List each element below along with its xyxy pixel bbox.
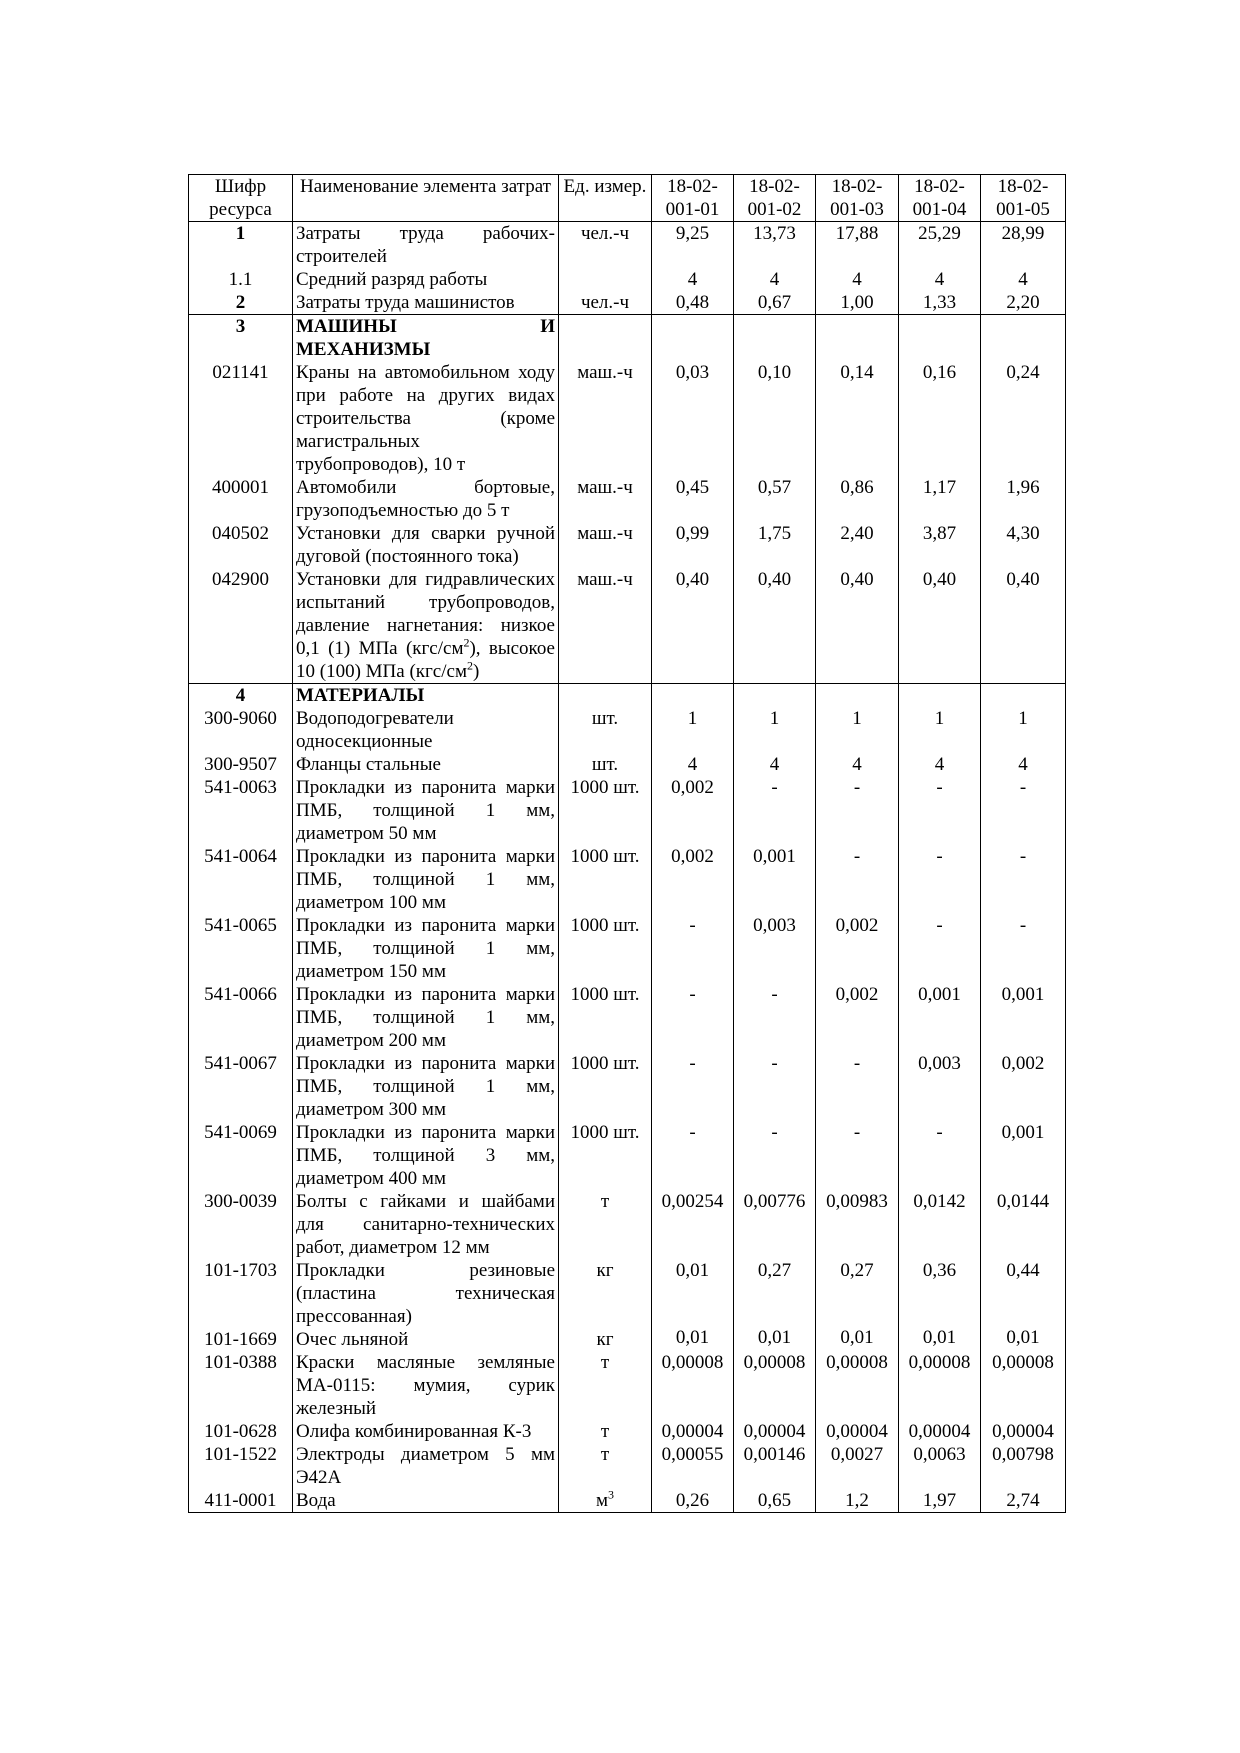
table-row: [189, 291, 1066, 315]
resource-name: Электроды диаметром 5 мм Э42А: [293, 1443, 559, 1489]
norm-value: 0,26: [652, 1489, 734, 1513]
norm-value: 4: [816, 753, 899, 776]
norm-value: 0,00254: [652, 1190, 734, 1259]
resource-code: 541-0069: [189, 1121, 293, 1190]
resource-unit: т: [559, 1351, 652, 1420]
norm-value: 0,001: [981, 983, 1066, 1052]
norm-value: 1: [981, 707, 1066, 753]
resource-name: Водоподогреватели односекционные: [293, 707, 559, 753]
norm-value: -: [816, 776, 899, 845]
norm-value: -: [652, 1121, 734, 1190]
resource-code: 3: [189, 315, 293, 362]
norm-value: 17,88: [816, 222, 899, 269]
norm-value: 0,00008: [652, 1351, 734, 1420]
resource-code: 101-1703: [189, 1259, 293, 1328]
norm-value: 1,96: [981, 476, 1066, 522]
norm-value: 13,73: [734, 222, 816, 269]
resource-code: 101-0388: [189, 1351, 293, 1420]
resource-code: 2: [189, 291, 293, 315]
resource-code: 4: [189, 684, 293, 708]
norm-value: 0,44: [981, 1259, 1066, 1328]
resource-unit: шт.: [559, 753, 652, 776]
norm-value: 0,00004: [899, 1420, 981, 1443]
table-row: [189, 1351, 1066, 1420]
norm-value: 0,86: [816, 476, 899, 522]
norm-value: 0,27: [734, 1259, 816, 1328]
resource-code: 300-0039: [189, 1190, 293, 1259]
resource-unit: чел.-ч: [559, 291, 652, 315]
norm-value: 4: [981, 268, 1066, 291]
resource-norms-table: [188, 174, 1066, 1513]
norm-value: 0,16: [899, 361, 981, 476]
resource-name: Затраты труда машинистов: [293, 291, 559, 315]
norm-value: 28,99: [981, 222, 1066, 269]
norm-value: 0,40: [816, 568, 899, 684]
header-col: 18-02-001-01: [652, 175, 734, 222]
norm-value: 4: [734, 753, 816, 776]
norm-value: 2,40: [816, 522, 899, 568]
resource-unit: чел.-ч: [559, 222, 652, 269]
norm-value: 0,002: [652, 776, 734, 845]
norm-value: 0,00008: [734, 1351, 816, 1420]
norm-value: [652, 684, 734, 708]
norm-value: 0,00008: [816, 1351, 899, 1420]
resource-code: 040502: [189, 522, 293, 568]
resource-code: 101-1669: [189, 1328, 293, 1351]
norm-value: 25,29: [899, 222, 981, 269]
norm-value: -: [981, 776, 1066, 845]
norm-value: 0,40: [981, 568, 1066, 684]
norm-value: 0,40: [652, 568, 734, 684]
resource-code: 101-0628: [189, 1420, 293, 1443]
header-unit: Ед. измер.: [559, 175, 652, 222]
norm-value: 0,00776: [734, 1190, 816, 1259]
norm-value: [899, 684, 981, 708]
norm-value: -: [734, 776, 816, 845]
norm-value: 0,01: [652, 1328, 734, 1351]
norm-value: 1,97: [899, 1489, 981, 1513]
resource-unit: кг: [559, 1328, 652, 1351]
norm-value: 0,01: [899, 1328, 981, 1351]
resource-name: Установки для сварки ручной дуговой (постоянного тока): [293, 522, 559, 568]
norm-value: [899, 315, 981, 362]
resource-name: Автомобили бортовые, грузоподъемностью до 5 т: [293, 476, 559, 522]
table-row: [189, 315, 1066, 362]
resource-code: 541-0065: [189, 914, 293, 983]
resource-code: 541-0064: [189, 845, 293, 914]
resource-unit: т: [559, 1190, 652, 1259]
norm-value: 0,01: [981, 1328, 1066, 1351]
norm-value: 4: [734, 268, 816, 291]
header-row: [189, 175, 1066, 222]
norm-value: 1: [899, 707, 981, 753]
resource-unit: 1000 шт.: [559, 845, 652, 914]
norm-value: 0,0142: [899, 1190, 981, 1259]
resource-unit: 1000 шт.: [559, 1121, 652, 1190]
norm-value: -: [981, 845, 1066, 914]
norm-value: [816, 315, 899, 362]
resource-code: 541-0063: [189, 776, 293, 845]
norm-value: 0,002: [981, 1052, 1066, 1121]
resource-code: 021141: [189, 361, 293, 476]
norm-value: 1: [734, 707, 816, 753]
norm-value: [981, 684, 1066, 708]
norm-value: -: [734, 1121, 816, 1190]
norm-value: 1: [816, 707, 899, 753]
norm-value: 4,30: [981, 522, 1066, 568]
norm-value: 1,75: [734, 522, 816, 568]
norm-value: 0,001: [899, 983, 981, 1052]
resource-name: Прокладки из паронита марки ПМБ, толщиной 3 мм, диаметром 400 мм: [293, 1121, 559, 1190]
norm-value: 0,10: [734, 361, 816, 476]
norm-value: -: [816, 1052, 899, 1121]
header-col: 18-02-001-04: [899, 175, 981, 222]
norm-value: 0,00055: [652, 1443, 734, 1489]
norm-value: 9,25: [652, 222, 734, 269]
norm-value: 0,003: [899, 1052, 981, 1121]
table-row: [189, 707, 1066, 753]
resource-unit: [559, 684, 652, 708]
resource-unit: кг: [559, 1259, 652, 1328]
resource-code: 1: [189, 222, 293, 269]
resource-code: 300-9060: [189, 707, 293, 753]
resource-unit: 1000 шт.: [559, 776, 652, 845]
resource-unit: 1000 шт.: [559, 1052, 652, 1121]
table-row: [189, 1328, 1066, 1351]
norm-value: 3,87: [899, 522, 981, 568]
table-row: [189, 1052, 1066, 1121]
table-row: [189, 845, 1066, 914]
norm-value: 0,01: [816, 1328, 899, 1351]
resource-unit: 1000 шт.: [559, 914, 652, 983]
norm-value: 0,99: [652, 522, 734, 568]
resource-unit: [559, 315, 652, 362]
resource-name: Прокладки резиновые (пластина техническая прессованная): [293, 1259, 559, 1328]
resource-code: 400001: [189, 476, 293, 522]
norm-value: 4: [899, 268, 981, 291]
norm-value: -: [816, 845, 899, 914]
norm-value: 0,00004: [652, 1420, 734, 1443]
norm-value: 1: [652, 707, 734, 753]
table-row: [189, 222, 1066, 269]
norm-value: 0,00146: [734, 1443, 816, 1489]
resource-unit: [559, 268, 652, 291]
norm-value: 0,36: [899, 1259, 981, 1328]
norm-value: 4: [981, 753, 1066, 776]
norm-value: 1,33: [899, 291, 981, 315]
table-row: [189, 476, 1066, 522]
resource-unit: $м^3$: [559, 1489, 652, 1513]
norm-value: 0,45: [652, 476, 734, 522]
norm-value: 0,67: [734, 291, 816, 315]
resource-unit: маш.-ч: [559, 476, 652, 522]
resource-code: 541-0066: [189, 983, 293, 1052]
norm-value: 0,0027: [816, 1443, 899, 1489]
norm-value: -: [899, 776, 981, 845]
norm-value: 0,00798: [981, 1443, 1066, 1489]
norm-value: 0,00983: [816, 1190, 899, 1259]
norm-value: [734, 315, 816, 362]
norm-value: 1,17: [899, 476, 981, 522]
norm-value: 2,74: [981, 1489, 1066, 1513]
table-row: [189, 1489, 1066, 1513]
norm-value: 0,01: [652, 1259, 734, 1328]
norm-value: 0,00004: [981, 1420, 1066, 1443]
resource-name: Очес льняной: [293, 1328, 559, 1351]
norm-value: 0,0063: [899, 1443, 981, 1489]
norm-value: 2,20: [981, 291, 1066, 315]
resource-name: Прокладки из паронита марки ПМБ, толщиной 1 мм, диаметром 100 мм: [293, 845, 559, 914]
resource-code: 541-0067: [189, 1052, 293, 1121]
resource-code: 1.1: [189, 268, 293, 291]
norm-value: -: [899, 845, 981, 914]
norm-value: -: [899, 1121, 981, 1190]
norm-value: 4: [899, 753, 981, 776]
resource-code: 042900: [189, 568, 293, 684]
norm-value: [734, 684, 816, 708]
norm-value: 0,03: [652, 361, 734, 476]
table-row: [189, 361, 1066, 476]
table-row: [189, 1443, 1066, 1489]
norm-value: [816, 684, 899, 708]
resource-code: 411-0001: [189, 1489, 293, 1513]
norm-value: 1,2: [816, 1489, 899, 1513]
norm-value: -: [734, 983, 816, 1052]
header-code: Шифр ресурса: [189, 175, 293, 222]
resource-name: Прокладки из паронита марки ПМБ, толщиной 1 мм, диаметром 200 мм: [293, 983, 559, 1052]
table-row: [189, 684, 1066, 708]
table-row: [189, 914, 1066, 983]
norm-value: 0,57: [734, 476, 816, 522]
table-row: [189, 568, 1066, 684]
table-row: [189, 1121, 1066, 1190]
resource-unit: маш.-ч: [559, 361, 652, 476]
table-body: [189, 222, 1066, 1513]
norm-value: 0,00004: [816, 1420, 899, 1443]
norm-value: 0,14: [816, 361, 899, 476]
norm-value: 4: [652, 753, 734, 776]
resource-name: Установки для гидравлических испытаний трубопроводов, давление нагнетания: низкое 0,1 (1) МПа $(кгс/см^2)$, высокое 10 (100) МПа $(кгс/см^2)$: [293, 568, 559, 684]
table-row: [189, 776, 1066, 845]
resource-name: Прокладки из паронита марки ПМБ, толщиной 1 мм, диаметром 150 мм: [293, 914, 559, 983]
norm-value: 0,27: [816, 1259, 899, 1328]
resource-unit: т: [559, 1443, 652, 1489]
table-row: [189, 1259, 1066, 1328]
resource-unit: маш.-ч: [559, 568, 652, 684]
norm-value: 0,48: [652, 291, 734, 315]
header-col: 18-02-001-03: [816, 175, 899, 222]
resource-name: Прокладки из паронита марки ПМБ, толщиной 1 мм, диаметром 300 мм: [293, 1052, 559, 1121]
resource-code: 101-1522: [189, 1443, 293, 1489]
table-row: [189, 1190, 1066, 1259]
header-col: 18-02-001-05: [981, 175, 1066, 222]
resource-name: Вода: [293, 1489, 559, 1513]
header-col: 18-02-001-02: [734, 175, 816, 222]
resource-name: МАТЕРИАЛЫ: [293, 684, 559, 708]
norm-value: 0,00008: [899, 1351, 981, 1420]
norm-value: 0,00004: [734, 1420, 816, 1443]
norm-value: 0,40: [734, 568, 816, 684]
header-name: Наименование элемента затрат: [293, 175, 559, 222]
norm-value: 0,002: [816, 914, 899, 983]
table-row: [189, 268, 1066, 291]
norm-value: -: [652, 914, 734, 983]
norm-value: 0,001: [981, 1121, 1066, 1190]
norm-value: 0,002: [816, 983, 899, 1052]
norm-value: -: [899, 914, 981, 983]
norm-value: [981, 315, 1066, 362]
resource-unit: т: [559, 1420, 652, 1443]
norm-value: 0,00008: [981, 1351, 1066, 1420]
norm-value: 0,003: [734, 914, 816, 983]
norm-value: -: [981, 914, 1066, 983]
table-row: [189, 983, 1066, 1052]
norm-value: 0,002: [652, 845, 734, 914]
resource-name: Олифа комбинированная К-3: [293, 1420, 559, 1443]
resource-unit: шт.: [559, 707, 652, 753]
norm-value: 0,40: [899, 568, 981, 684]
norm-value: 0,0144: [981, 1190, 1066, 1259]
resource-name: Затраты труда рабочих-строителей: [293, 222, 559, 269]
norm-value: 0,65: [734, 1489, 816, 1513]
resource-name: Средний разряд работы: [293, 268, 559, 291]
norm-value: -: [652, 983, 734, 1052]
norm-value: 4: [816, 268, 899, 291]
resource-name: МАШИНЫ И МЕХАНИЗМЫ: [293, 315, 559, 362]
table-row: [189, 522, 1066, 568]
resource-unit: маш.-ч: [559, 522, 652, 568]
resource-name: Краски масляные земляные МА-0115: мумия, сурик железный: [293, 1351, 559, 1420]
norm-value: 0,001: [734, 845, 816, 914]
norm-value: 4: [652, 268, 734, 291]
norm-value: [652, 315, 734, 362]
resource-name: Краны на автомобильном ходу при работе на других видах строительства (кроме магистральных трубопроводов), 10 т: [293, 361, 559, 476]
resource-unit: 1000 шт.: [559, 983, 652, 1052]
norm-value: -: [734, 1052, 816, 1121]
table-row: [189, 753, 1066, 776]
resource-name: Прокладки из паронита марки ПМБ, толщиной 1 мм, диаметром 50 мм: [293, 776, 559, 845]
norm-value: 0,24: [981, 361, 1066, 476]
norm-value: 1,00: [816, 291, 899, 315]
table-row: [189, 1420, 1066, 1443]
norm-value: -: [652, 1052, 734, 1121]
resource-name: Болты с гайками и шайбами для санитарно-технических работ, диаметром 12 мм: [293, 1190, 559, 1259]
norm-value: -: [816, 1121, 899, 1190]
norm-value: 0,01: [734, 1328, 816, 1351]
resource-code: 300-9507: [189, 753, 293, 776]
resource-name: Фланцы стальные: [293, 753, 559, 776]
